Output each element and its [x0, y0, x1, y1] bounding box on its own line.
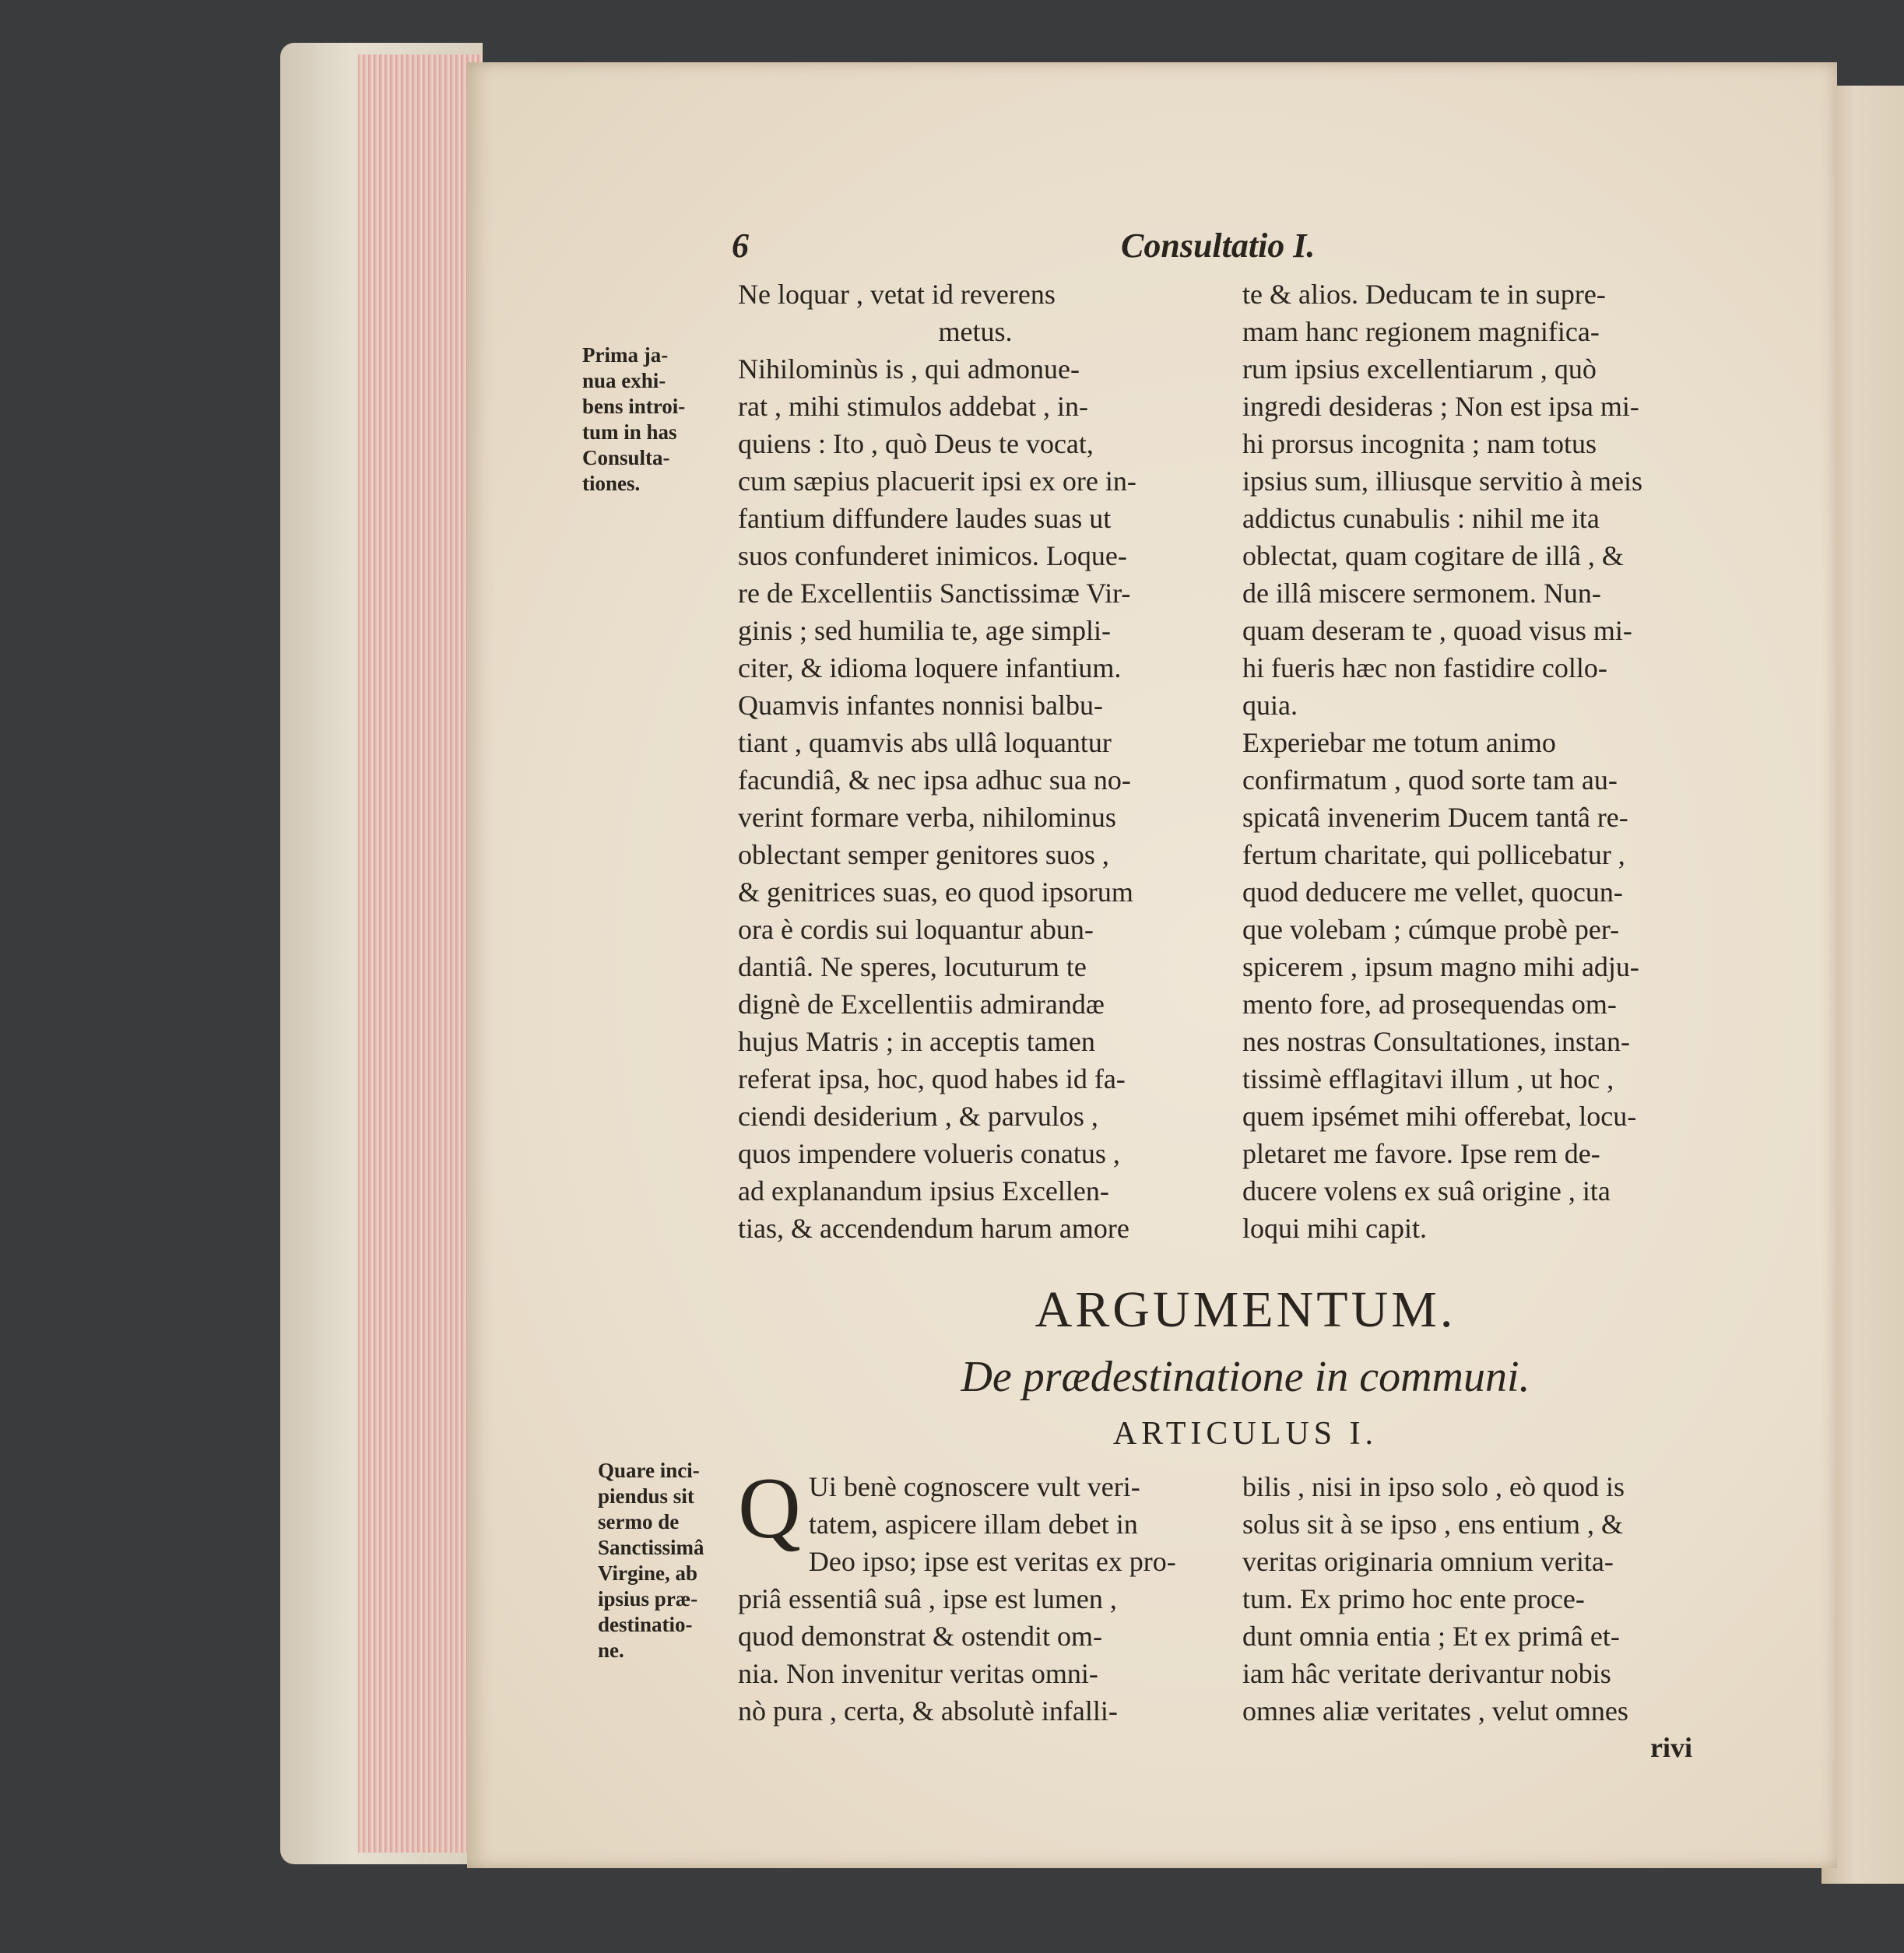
text-line: mento fore, ad prosequendas om-	[1242, 989, 1617, 1020]
drop-cap: Q	[738, 1460, 801, 1557]
red-page-edges	[358, 54, 483, 1853]
marginal-line: bens introi-	[582, 395, 686, 418]
marginal-line: nua exhi-	[582, 369, 666, 392]
marginal-line: ne.	[598, 1639, 624, 1662]
text-line: citer, & idioma loquere infantium.	[738, 652, 1122, 683]
marginal-line: Prima ja-	[582, 343, 669, 367]
marginal-line: piendus sit	[598, 1484, 694, 1508]
text-line: tum. Ex primo hoc ente proce-	[1242, 1583, 1585, 1614]
text-line: que volebam ; cúmque probè per-	[1242, 914, 1620, 945]
text-line: Quamvis infantes nonnisi balbu-	[738, 690, 1103, 721]
right-column-top	[1242, 276, 1725, 1247]
text-line: re de Excellentiis Sanctissimæ Vir-	[738, 578, 1131, 609]
text-line: oblectant semper genitores suos ,	[738, 839, 1109, 870]
marginal-line: Quare inci-	[598, 1459, 700, 1482]
running-title: Consultatio I.	[1121, 227, 1316, 265]
marginal-note-2	[598, 1458, 715, 1663]
marginal-line: tum in has	[582, 420, 677, 444]
text-line: verint formare verba, nihilominus	[738, 802, 1116, 833]
section-subheading: De prædestinatione in communi.	[961, 1353, 1530, 1401]
marginal-line: Consulta-	[582, 446, 670, 469]
text-line: nia. Non invenitur veritas omni-	[738, 1658, 1098, 1689]
text-line: tissimè efflagitavi illum , ut hoc ,	[1242, 1063, 1614, 1094]
text-line: metus.	[938, 316, 1013, 347]
text-line: facundiâ, & nec ipsa adhuc sua no-	[738, 764, 1131, 796]
text-line: quod demonstrat & ostendit om-	[738, 1621, 1102, 1652]
text-line: quia.	[1242, 690, 1298, 721]
text-line: hi fueris hæc non fastidire collo-	[1242, 652, 1607, 683]
text-line: Experiebar me totum animo	[1242, 727, 1556, 758]
text-line: ad explanandum ipsius Excellen-	[738, 1175, 1109, 1207]
text-line: te & alios. Deducam te in supre-	[1242, 279, 1606, 310]
text-line: ginis ; sed humilia te, age simpli-	[738, 615, 1111, 646]
text-line: bilis , nisi in ipso solo , eò quod is	[1242, 1471, 1625, 1502]
section-heading: ARGUMENTUM.	[1035, 1281, 1456, 1338]
page-number: 6	[732, 227, 749, 265]
text-line: cum sæpius placuerit ipsi ex ore in-	[738, 465, 1136, 497]
text-line: confirmatum , quod sorte tam au-	[1242, 764, 1618, 796]
catchword: rivi	[1650, 1732, 1692, 1763]
left-column-top	[738, 276, 1213, 1247]
text-line: Deo ipso; ipse est veritas ex pro-	[808, 1546, 1176, 1577]
text-line: & genitrices suas, eo quod ipsorum	[738, 876, 1133, 908]
text-line: mam hanc regionem magnifica-	[1242, 316, 1600, 347]
text-line: dignè de Excellentiis admirandæ	[738, 989, 1105, 1020]
text-line: veritas originaria omnium verita-	[1242, 1546, 1614, 1577]
text-line: priâ essentiâ suâ , ipse est lumen ,	[738, 1583, 1117, 1614]
text-line: tias, & accendendum harum amore	[738, 1213, 1129, 1244]
text-line: ipsius sum, illiusque servitio à meis	[1242, 465, 1642, 497]
article-right-column	[1242, 1468, 1725, 1730]
marginal-line: destinatio-	[598, 1613, 693, 1636]
text-line: ingredi desideras ; Non est ipsa mi-	[1242, 391, 1639, 422]
text-line: quod deducere me vellet, quocun-	[1242, 876, 1623, 908]
text-line: quam deseram te , quoad visus mi-	[1242, 615, 1632, 646]
article-left-column	[738, 1460, 1213, 1730]
marginal-line: ipsius præ-	[598, 1587, 698, 1611]
text-line: hi prorsus incognita ; nam totus	[1242, 428, 1597, 459]
text-line: quem ipsémet mihi offerebat, locu-	[1242, 1101, 1637, 1132]
marginal-line: Sanctissimâ	[598, 1536, 704, 1559]
text-line: loqui mihi capit.	[1242, 1213, 1427, 1244]
text-line: hujus Matris ; in acceptis tamen	[738, 1026, 1095, 1057]
text-line: oblectat, quam cogitare de illâ , &	[1242, 540, 1624, 571]
text-line: quos impendere volueris conatus ,	[738, 1138, 1120, 1169]
text-line: tiant , quamvis abs ullâ loquantur	[738, 727, 1112, 758]
text-line: rum ipsius excellentiarum , quò	[1242, 353, 1597, 385]
text-line: dantiâ. Ne speres, locuturum te	[738, 951, 1087, 982]
text-line: tatem, aspicere illam debet in	[808, 1509, 1138, 1540]
marginal-line: Virgine, ab	[598, 1561, 697, 1585]
text-line: omnes aliæ veritates , velut omnes	[1242, 1695, 1628, 1726]
text-line: ducere volens ex suâ origine , ita	[1242, 1175, 1611, 1207]
text-line: rat , mihi stimulos addebat , in-	[738, 391, 1088, 422]
text-line: Ui benè cognoscere vult veri-	[808, 1471, 1140, 1502]
text-line: fantium diffundere laudes suas ut	[738, 503, 1112, 534]
text-line: suos confunderet inimicos. Loque-	[738, 540, 1127, 571]
text-line: de illâ miscere sermonem. Nun-	[1242, 578, 1601, 609]
text-line: iam hâc veritate derivantur nobis	[1242, 1658, 1611, 1689]
text-line: pletaret me favore. Ipse rem de-	[1242, 1138, 1600, 1169]
text-line: addictus cunabulis : nihil me ita	[1242, 503, 1600, 534]
text-line: nò pura , certa, & absolutè infalli-	[738, 1695, 1118, 1726]
text-line: nes nostras Consultationes, instan-	[1242, 1026, 1630, 1057]
marginal-line: sermo de	[598, 1510, 680, 1533]
marginal-note-1	[582, 342, 699, 497]
text-line: ciendi desiderium , & parvulos ,	[738, 1101, 1098, 1132]
text-line: quiens : Ito , quò Deus te vocat,	[738, 428, 1094, 459]
marginal-line: tiones.	[582, 472, 641, 495]
text-line: dunt omnia entia ; Et ex primâ et-	[1242, 1621, 1620, 1652]
text-line: Ne loquar , vetat id reverens	[738, 279, 1056, 310]
text-line: Nihilominùs is , qui admonue-	[738, 353, 1080, 385]
text-line: fertum charitate, qui pollicebatur ,	[1242, 839, 1625, 870]
text-line: spicatâ invenerim Ducem tantâ re-	[1242, 802, 1628, 833]
text-line: spicerem , ipsum magno mihi adju-	[1242, 951, 1639, 982]
text-line: referat ipsa, hoc, quod habes id fa-	[738, 1063, 1126, 1094]
text-line: solus sit à se ipso , ens entium , &	[1242, 1509, 1623, 1540]
article-heading: ARTICULUS I.	[1112, 1416, 1379, 1452]
running-head	[732, 226, 1354, 272]
text-line: ora è cordis sui loquantur abun-	[738, 914, 1094, 945]
